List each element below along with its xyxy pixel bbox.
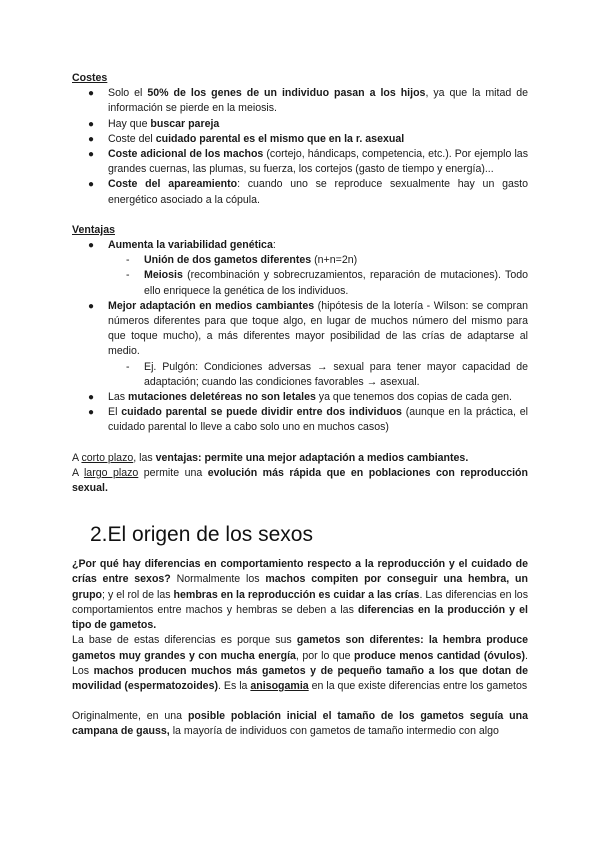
bullet-icon: ● <box>88 407 95 419</box>
list-item: ● Coste del cuidado parental es el mismo que en la r. asexual <box>72 132 528 147</box>
list-item: ● Coste adicional de los machos (cortejo, hándicaps, competencia, etc.). Por ejemplo las grandes cuernas, las plumas, su fuerza, los cortejos (gasto de tiempo y energía)... <box>88 148 528 176</box>
summary-short-term: A corto plazo, las ventajas: permite una mejor adaptación a medios cambiantes. <box>72 451 469 464</box>
paragraph: ¿Por qué hay diferencias en comportamiento respecto a la reproducción y el cuidado de crías entre sexos? Normalmente los machos compiten por conseguir una hembra, un grupo; y el rol de las hembras en la reproducción es cuidar a las crías. Las diferencias en los comportamientos entre machos y hembras se deben a las diferencias en la producción y el tipo de gametos. <box>72 558 528 632</box>
bullet-icon: ● <box>88 179 95 191</box>
list-item: ● Aumenta la variabilidad genética: - Unión de dos gametos diferentes (n+n=2n) - Meiosis (recombinación y sobrecruzamientos, reparación de mutaciones). Todo ello enriquece la genética de los individuos. <box>72 238 528 299</box>
bullet-icon: ● <box>88 118 95 130</box>
ventajas-title: Ventajas <box>72 223 115 236</box>
dash-icon: - <box>126 254 130 267</box>
list-item: ● Solo el 50% de los genes de un individuo pasan a los hijos, ya que la mitad de información se pierde en la meiosis. <box>88 87 528 115</box>
dash-icon: - <box>126 269 130 282</box>
bullet-icon: ● <box>88 392 95 404</box>
section-heading: 2.El origen de los sexos <box>90 523 313 547</box>
summary-long-term: A largo plazo permite una evolución más rápida que en poblaciones con reproducción sexual. <box>72 466 528 495</box>
bullet-icon: ● <box>88 240 95 252</box>
paragraph: La base de estas diferencias es porque sus gametos son diferentes: la hembra produce gametos muy grandes y con mucha energía, por lo que produce menos cantidad (óvulos). Los machos producen muchos más gametos y de pequeño tamaño a los que dotan de movilidad (espermatozoides). Es la anisogamia en la que existe diferencias entre los gametos <box>72 634 528 692</box>
list-item: ● Mejor adaptación en medios cambiantes (hipótesis de la lotería - Wilson: se compran números diferentes para que toque algo, en lugar de muchos número del mismo para que toque mucho), a más diferentes mayor posibilidad de las crías de adaptarse al medio. - Ej. Pulgón: Condiciones adversas → sexual para tener mayor capacidad de adaptación; cuando las condiciones favorables → asexual. <box>72 299 528 390</box>
bullet-icon: ● <box>88 149 95 161</box>
bullet-icon: ● <box>88 88 95 100</box>
paragraph: Originalmente, en una posible población inicial el tamaño de los gametos seguía una campana de gauss, la mayoría de individuos con gametos de tamaño intermedio con algo <box>72 710 529 738</box>
sub-list <box>108 360 528 390</box>
ventajas-list <box>72 238 528 436</box>
list-item: ● Coste del apareamiento: cuando uno se reproduce sexualmente hay un gasto energético asociado a la cópula. <box>88 178 528 206</box>
document-content <box>72 71 528 740</box>
sub-list <box>108 253 528 299</box>
bullet-icon: ● <box>88 300 95 312</box>
bullet-icon: ● <box>88 133 95 145</box>
list-item: ● El cuidado parental se puede dividir entre dos individuos (aunque en la práctica, el cuidado parental lo lleve a cabo solo uno en muchos casos) <box>88 406 529 434</box>
dash-icon: - <box>126 360 130 373</box>
list-item: ● Las mutaciones deletéreas no son letales ya que tenemos dos copias de cada gen. <box>72 390 528 405</box>
sub-list-item: - Meiosis (recombinación y sobrecruzamientos, reparación de mutaciones). Todo ello enriquece la genética de los individuos. <box>126 269 528 297</box>
costes-list <box>72 86 528 208</box>
sub-list-item: - Ej. Pulgón: Condiciones adversas → sexual para tener mayor capacidad de adaptación; cuando las condiciones favorables → asexual. <box>126 360 528 388</box>
costes-title: Costes <box>72 72 108 84</box>
list-item: ● Hay que buscar pareja <box>72 117 528 132</box>
sub-list-item: - Unión de dos gametos diferentes (n+n=2n) <box>108 253 528 268</box>
